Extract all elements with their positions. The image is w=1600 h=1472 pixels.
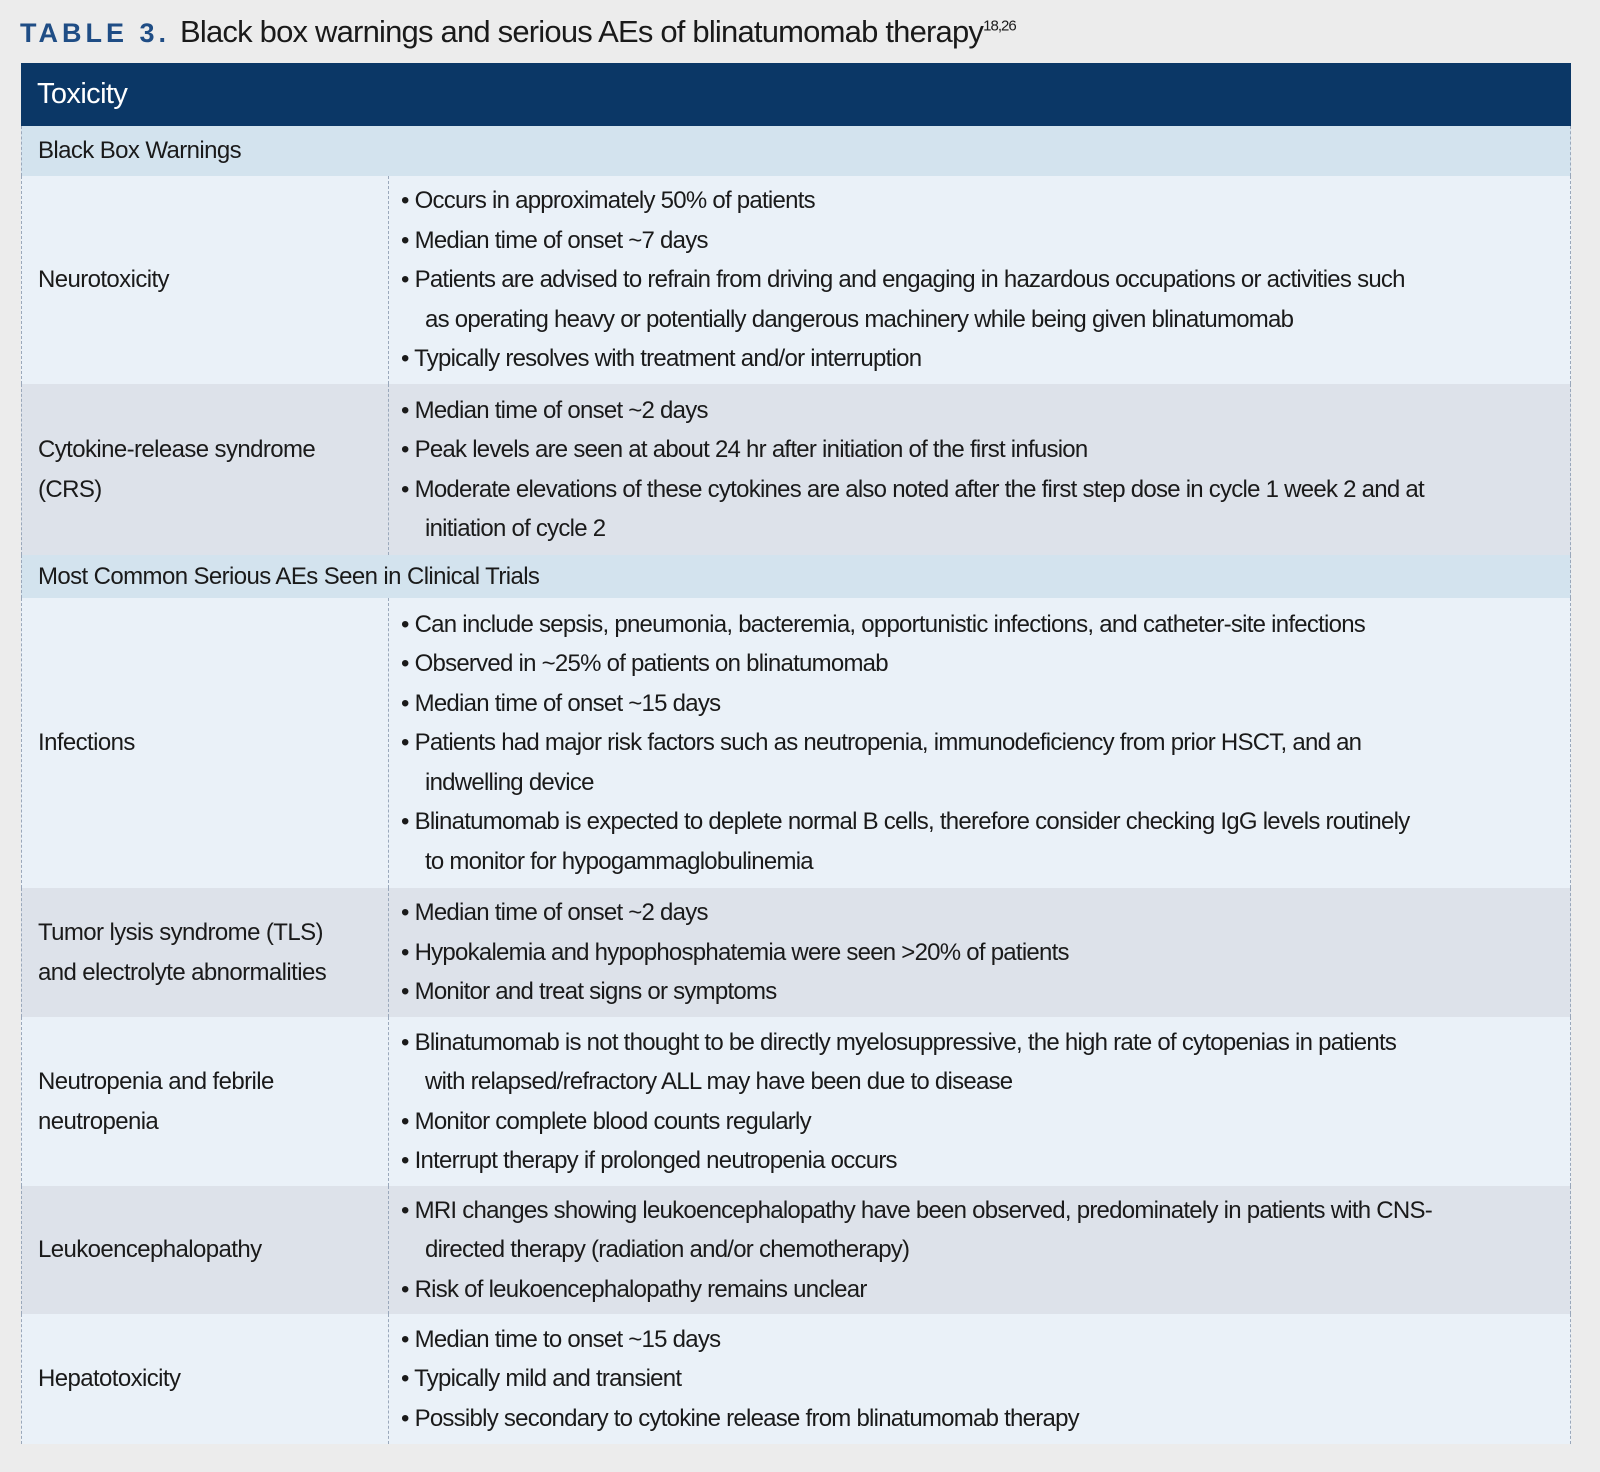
bullet-line: • Blinatumomab is not thought to be directly myelosuppressive, the high rate of cytopenias in patients bbox=[401, 1028, 1397, 1056]
bullet-line: • Peak levels are seen at about 24 hr after initiation of the first infusion bbox=[401, 436, 1088, 463]
bullet-line: • Can include sepsis, pneumonia, bacteremia, opportunistic infections, and catheter-site infections bbox=[401, 610, 1366, 638]
table-row bbox=[21, 384, 1571, 555]
bullet-line: • Occurs in approximately 50% of patients bbox=[401, 187, 815, 215]
table-row bbox=[21, 176, 1571, 384]
toxicity-details bbox=[389, 176, 1570, 384]
toxicity-table bbox=[21, 63, 1571, 1444]
bullet-line: as operating heavy or potentially dangerous machinery while being given blinatumomab bbox=[425, 305, 1294, 333]
bullet-line: • Monitor complete blood counts regularly bbox=[401, 1107, 811, 1135]
toxicity-name-line: Infections bbox=[38, 729, 135, 756]
toxicity-name-line: Neutropenia and febrile bbox=[38, 1067, 274, 1095]
bullet-line: • Moderate elevations of these cytokines are also noted after the first step dose in cycle 1 week 2 and at bbox=[401, 475, 1424, 503]
section-header: Most Common Serious AEs Seen in Clinical Trials bbox=[21, 555, 1571, 598]
toxicity-name bbox=[22, 176, 389, 384]
bullet-line: • Median time to onset ~15 days bbox=[401, 1325, 721, 1353]
toxicity-name-line: neutropenia bbox=[38, 1107, 159, 1135]
table-label: TABLE 3. bbox=[20, 18, 171, 48]
toxicity-details bbox=[389, 1314, 1570, 1444]
toxicity-details bbox=[389, 384, 1570, 555]
bullet-line: • MRI changes showing leukoencephalopathy have been observed, predominately in patients with CNS- bbox=[401, 1196, 1432, 1224]
table-row bbox=[21, 1017, 1571, 1186]
toxicity-name bbox=[22, 1314, 389, 1444]
bullet-line: • Hypokalemia and hypophosphatemia were seen >20% of patients bbox=[401, 938, 1069, 966]
toxicity-details bbox=[389, 1186, 1570, 1314]
toxicity-name-line: Hepatotoxicity bbox=[38, 1365, 181, 1392]
table-row bbox=[21, 888, 1571, 1017]
toxicity-name-line: Tumor lysis syndrome (TLS) bbox=[38, 918, 323, 946]
table-row bbox=[21, 1314, 1571, 1444]
bullet-line: • Monitor and treat signs or symptoms bbox=[401, 978, 777, 1006]
toxicity-name-line: (CRS) bbox=[38, 475, 102, 503]
bullet-line: to monitor for hypogammaglobulinemia bbox=[425, 847, 813, 875]
section-header: Black Box Warnings bbox=[21, 126, 1571, 176]
bullet-line: • Blinatumomab is expected to deplete normal B cells, therefore consider checking IgG levels routinely bbox=[401, 808, 1410, 836]
bullet-line: • Possibly secondary to cytokine release from blinatumomab therapy bbox=[401, 1404, 1079, 1432]
bullet-line: indwelling device bbox=[425, 768, 594, 796]
bullet-line: • Risk of leukoencephalopathy remains unclear bbox=[401, 1275, 867, 1303]
table-row bbox=[21, 1186, 1571, 1314]
bullet-line: with relapsed/refractory ALL may have been due to disease bbox=[425, 1068, 1013, 1095]
bullet-line: • Typically mild and transient bbox=[401, 1365, 682, 1393]
toxicity-name bbox=[22, 598, 389, 888]
table-header: Toxicity bbox=[21, 63, 1571, 126]
reference-superscript: 18,26 bbox=[983, 17, 1016, 35]
bullet-line: • Median time of onset ~2 days bbox=[401, 396, 708, 424]
bullet-line: • Typically resolves with treatment and/or interruption bbox=[401, 345, 922, 373]
toxicity-details bbox=[389, 1017, 1570, 1186]
toxicity-details bbox=[389, 888, 1570, 1017]
bullet-line: • Patients are advised to refrain from driving and engaging in hazardous occupations or activities such bbox=[401, 266, 1405, 294]
bullet-line: • Observed in ~25% of patients on blinatumomab bbox=[401, 650, 888, 678]
bullet-line: • Median time of onset ~15 days bbox=[401, 689, 721, 717]
bullet-line: • Median time of onset ~2 days bbox=[401, 899, 708, 927]
bullet-line: directed therapy (radiation and/or chemotherapy) bbox=[425, 1236, 910, 1264]
table-row bbox=[21, 598, 1571, 888]
toxicity-name bbox=[22, 1017, 389, 1186]
toxicity-name-line: Neurotoxicity bbox=[38, 266, 169, 293]
bullet-line: • Median time of onset ~7 days bbox=[401, 226, 708, 254]
toxicity-name bbox=[22, 384, 389, 555]
toxicity-details bbox=[389, 598, 1570, 888]
toxicity-name-line: and electrolyte abnormalities bbox=[38, 958, 327, 986]
bullet-line: initiation of cycle 2 bbox=[425, 515, 606, 542]
table-caption bbox=[20, 14, 1016, 50]
bullet-line: • Patients had major risk factors such as neutropenia, immunodeficiency from prior HSCT, and an bbox=[401, 729, 1362, 757]
table-title: Black box warnings and serious AEs of blinatumomab therapy bbox=[180, 14, 984, 49]
toxicity-name-line: Cytokine-release syndrome bbox=[38, 435, 316, 463]
toxicity-name bbox=[22, 1186, 389, 1314]
toxicity-name bbox=[22, 888, 389, 1017]
bullet-line: • Interrupt therapy if prolonged neutropenia occurs bbox=[401, 1147, 897, 1174]
toxicity-name-line: Leukoencephalopathy bbox=[38, 1236, 262, 1263]
